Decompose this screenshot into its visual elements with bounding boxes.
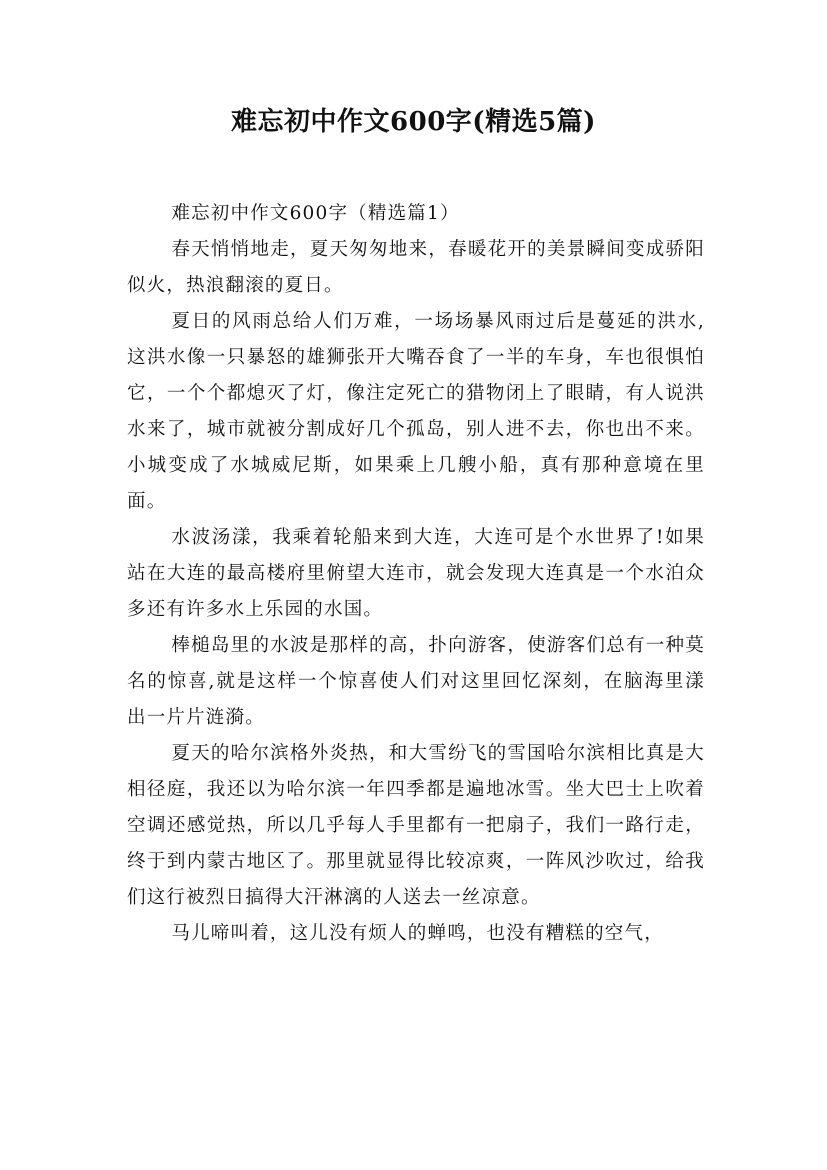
paragraph: 棒槌岛里的水波是那样的高，扑向游客，使游客们总有一种莫名的惊喜,就是这样一个惊喜使人们对这里回忆深刻，在脑海里漾出一片片涟漪。 (127, 635, 705, 728)
paragraph: 马儿啼叫着，这儿没有烦人的蝉鸣，也没有糟糕的空气， (171, 923, 664, 944)
section-heading: 难忘初中作文600字（精选篇1） (171, 203, 460, 224)
paragraph: 春天悄悄地走，夏天匆匆地来，春暖花开的美景瞬间变成骄阳似火，热浪翻滚的夏日。 (127, 239, 705, 296)
paragraph: 水波汤漾，我乘着轮船来到大连，大连可是个水世界了!如果站在大连的最高楼府里俯望大连市，就会发现大连真是一个水泊众多还有许多水上乐园的水国。 (127, 527, 705, 620)
document-title: 难忘初中作文600字(精选5篇) (231, 107, 596, 137)
paragraph: 夏日的风雨总给人们万难，一场场暴风雨过后是蔓延的洪水,这洪水像一只暴怒的雄狮张开大嘴吞食了一半的车身，车也很惧怕它，一个个都熄灭了灯，像注定死亡的猎物闭上了眼睛，有人说洪水来了，城市就被分割成好几个孤岛，别人进不去，你也出不来。小城变成了水城威尼斯，如果乘上几艘小船，真有那种意境在里面。 (127, 311, 705, 512)
document-body (127, 196, 705, 952)
paragraph: 夏天的哈尔滨格外炎热，和大雪纷飞的雪国哈尔滨相比真是大相径庭，我还以为哈尔滨一年四季都是遍地冰雪。坐大巴士上吹着空调还感觉热，所以几乎每人手里都有一把扇子，我们一路行走，终于到内蒙古地区了。那里就显得比较凉爽，一阵风沙吹过，给我们这行被烈日搞得大汗淋漓的人送去一丝凉意。 (127, 743, 705, 908)
